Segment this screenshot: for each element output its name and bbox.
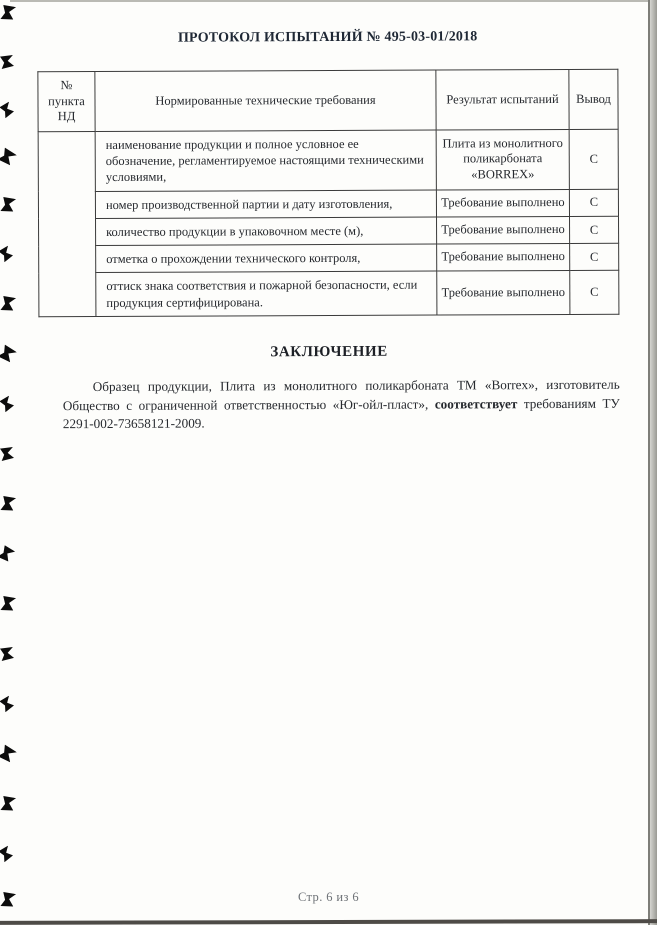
table-row — [38, 189, 618, 219]
binding-mark — [0, 343, 18, 365]
binding-mark — [0, 647, 14, 661]
binding-mark — [0, 544, 16, 564]
binding-mark — [0, 195, 17, 215]
col-header-result: Результат испытаний — [436, 69, 569, 129]
requirement-cell: номер производственной партии и дату изготовления, — [95, 190, 436, 219]
nd-number-cell — [38, 131, 96, 316]
binding-mark — [0, 743, 18, 765]
conclusion-bold-word: соответствует — [434, 395, 518, 412]
result-cell: Плита из монолитного поликарбоната «BORREX» — [436, 129, 569, 189]
binding-mark — [0, 101, 15, 118]
binding-mark — [0, 594, 17, 614]
document-title: ПРОТОКОЛ ИСПЫТАНИЙ № 495-03-01/2018 — [177, 29, 478, 46]
binding-mark — [0, 3, 17, 23]
requirements-table — [37, 69, 619, 317]
col-header-nd-number: № пункта НД — [38, 72, 95, 132]
binding-mark — [0, 146, 18, 168]
binding-mark — [0, 55, 14, 69]
binding-mark — [0, 794, 17, 814]
scan-edge-right — [648, 0, 657, 925]
result-cell: Требование выполнено — [437, 271, 570, 315]
binding-mark — [0, 845, 14, 862]
table-row — [39, 243, 619, 273]
requirement-cell: наименование продукции и полное условное ее обозначение, регламентируемое настоящими техническими условиями, — [95, 130, 436, 191]
verdict-cell: С — [570, 243, 619, 270]
conclusion-heading: ЗАКЛЮЧЕНИЕ — [270, 343, 388, 361]
requirement-cell: оттиск знака соответствия и пожарной безопасности, если продукция сертифицирована. — [96, 271, 437, 316]
document-content — [0, 0, 657, 435]
conclusion-text-after: требованиям ТУ 2291-002-73658121-2009. — [62, 395, 620, 432]
conclusion-paragraph — [63, 376, 620, 435]
binding-mark — [0, 494, 17, 514]
result-cell: Требование выполнено — [437, 216, 570, 244]
table-row — [39, 271, 619, 317]
result-cell: Требование выполнено — [436, 189, 569, 217]
spiral-binding — [0, 0, 22, 925]
table-header-row — [38, 69, 618, 131]
page-number: Стр. 6 из 6 — [297, 890, 360, 904]
requirement-cell: количество продукции в упаковочном месте (м), — [96, 217, 437, 246]
requirement-cell: отметка о прохождении технического контроля, — [96, 244, 437, 273]
binding-mark — [0, 395, 15, 412]
verdict-cell: С — [570, 216, 619, 243]
col-header-requirements: Нормированные технические требования — [95, 70, 436, 131]
scan-edge-top — [10, 0, 657, 2]
binding-mark — [0, 447, 14, 461]
binding-mark — [0, 890, 17, 910]
binding-mark — [0, 294, 17, 314]
table-row — [38, 129, 618, 191]
verdict-cell: С — [569, 189, 618, 216]
result-cell: Требование выполнено — [437, 244, 570, 272]
binding-mark — [0, 695, 15, 712]
scan-edge-bottom — [0, 919, 657, 925]
verdict-cell: С — [570, 271, 619, 315]
verdict-cell: С — [569, 129, 618, 189]
col-header-verdict: Вывод — [569, 69, 618, 129]
table-row — [39, 216, 619, 246]
binding-mark — [0, 245, 14, 262]
conclusion-text-before: Образец продукции, Плита из монолитного поликарбоната ТМ «Borrex», изготовитель Общество с ограниченной ответственностью «Юг-ойл-пласт», — [62, 376, 620, 413]
